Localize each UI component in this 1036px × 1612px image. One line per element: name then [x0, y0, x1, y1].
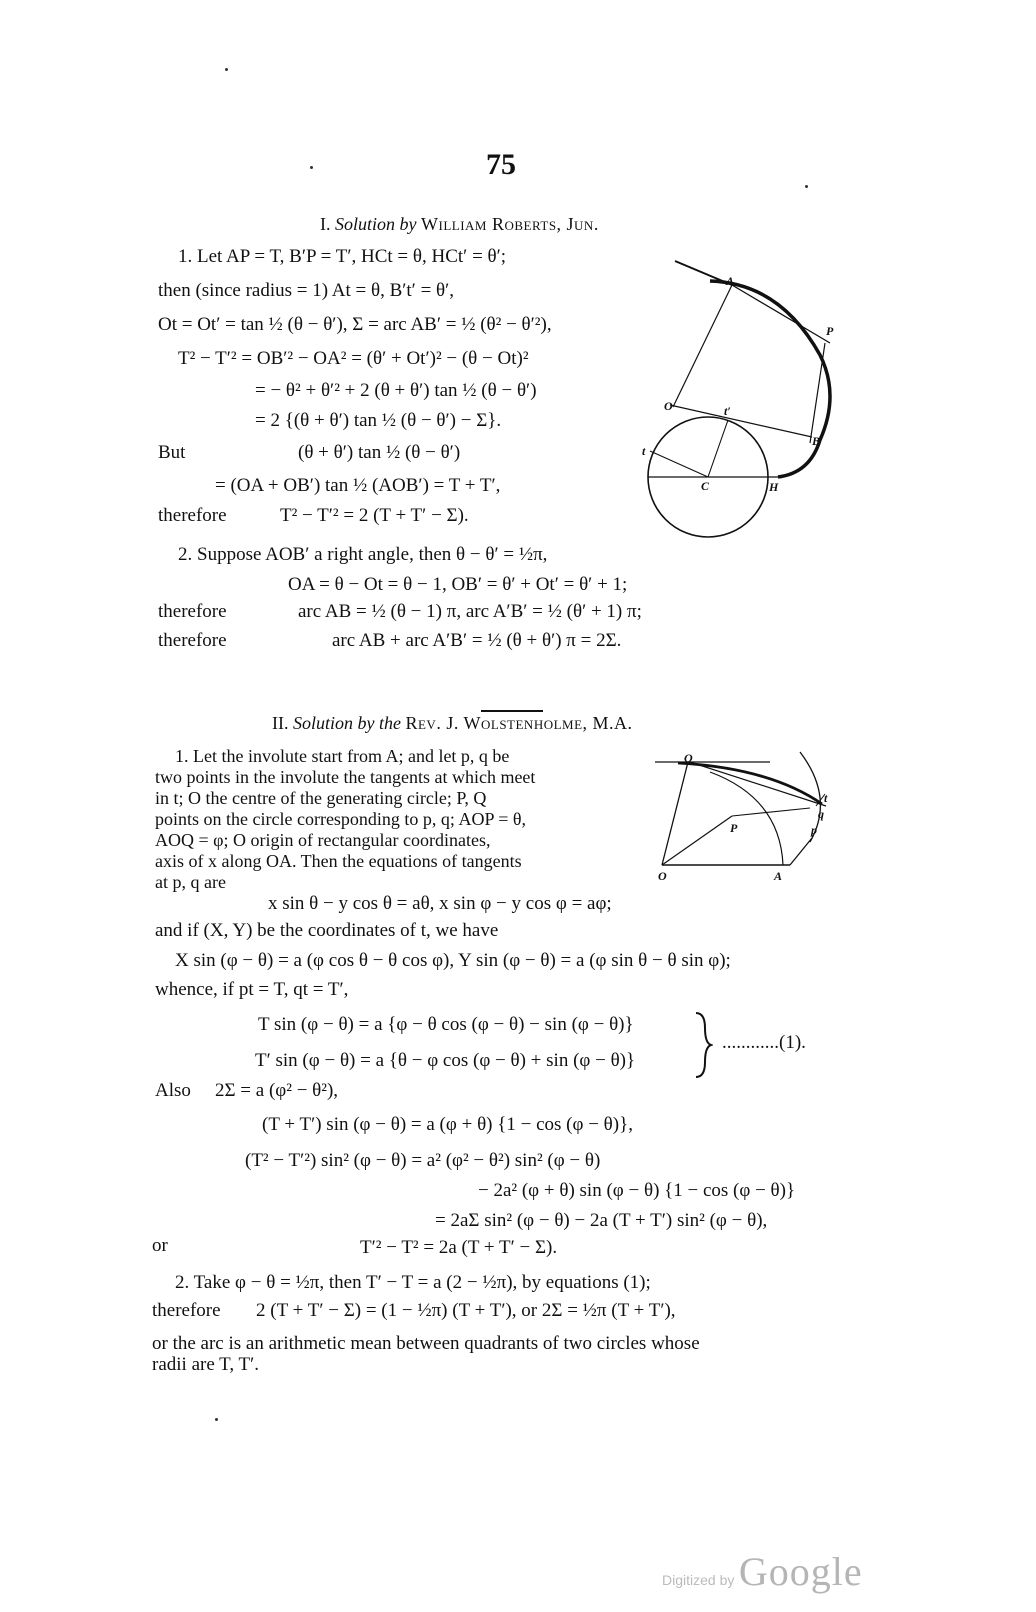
tangent-q	[690, 762, 826, 806]
text-line: − 2a² (φ + θ) sin (φ − θ) {1 − cos (φ − θ)}	[478, 1180, 796, 1201]
label-A: A	[726, 274, 735, 288]
tangent-line-p	[732, 285, 830, 343]
line-ob	[670, 405, 812, 437]
text-line: T sin (φ − θ) = a {φ − θ cos (φ − θ) − sin (φ − θ)}	[258, 1014, 634, 1035]
text-line: then (since radius = 1) At = θ, B′t′ = θ′,	[158, 280, 455, 301]
text-line: points on the circle corresponding to p, q; AOP = θ,	[155, 809, 527, 829]
text-line: (θ + θ′) tan ½ (θ − θ′)	[298, 442, 461, 463]
figure-involute-1	[640, 255, 840, 555]
text-line: x sin θ − y cos θ = aθ, x sin φ − y cos φ = aφ;	[268, 893, 612, 914]
label-q: q	[818, 807, 824, 821]
text-line: = 2aΣ sin² (φ − θ) − 2a (T + T′) sin² (φ − θ),	[435, 1210, 768, 1231]
radius-ct	[650, 451, 708, 477]
text-line: But	[158, 442, 186, 463]
text-line: and if (X, Y) be the coordinates of t, we have	[155, 920, 499, 941]
text-line: T² − T′² = 2 (T + T′ − Σ).	[280, 505, 469, 526]
radius-ct-prime	[708, 420, 728, 477]
label-A: A	[774, 869, 783, 883]
text-line: 1. Let AP = T, B′P = T′, HCt = θ, HCt′ = θ′;	[178, 246, 507, 267]
figure-involute-2	[650, 748, 840, 888]
line-pb	[810, 343, 825, 443]
solution-1-heading: I. Solution by William Roberts, Jun.	[320, 214, 599, 234]
label-t: t	[642, 444, 646, 458]
label-H: H	[769, 480, 779, 494]
label-Q: Q	[684, 751, 693, 765]
text-line: AOQ = φ; O origin of rectangular coordinates,	[155, 830, 491, 850]
text-line: 1. Let the involute start from A; and let p, q be	[175, 746, 510, 766]
text-line: 2 (T + T′ − Σ) = (1 − ½π) (T + T′), or 2Σ = ½π (T + T′),	[256, 1300, 676, 1321]
speck	[805, 185, 808, 188]
text-line: OA = θ − Ot = θ − 1, OB′ = θ′ + Ot′ = θ′ + 1;	[288, 574, 628, 595]
speck	[215, 1418, 218, 1421]
text-line: Also	[155, 1080, 191, 1101]
text-line: therefore	[158, 601, 227, 622]
label-t: t	[824, 791, 828, 805]
tangent-p	[790, 838, 812, 865]
text-line: therefore	[152, 1300, 221, 1321]
brace-icon	[693, 1010, 713, 1080]
text-line: or	[152, 1235, 168, 1256]
solution-2-heading: II. Solution by the Rev. J. Wolstenholme, M.A.	[272, 713, 633, 733]
speck	[310, 166, 313, 169]
text-line: T′ sin (φ − θ) = a {θ − φ cos (φ − θ) + sin (φ − θ)}	[255, 1050, 636, 1071]
label-O: O	[664, 399, 673, 413]
text-line: T′² − T² = 2a (T + T′ − Σ).	[360, 1237, 558, 1258]
speck	[225, 68, 228, 71]
text-line: in t; O the centre of the generating circle; P, Q	[155, 788, 487, 808]
label-O: O	[658, 869, 667, 883]
text-line: = − θ² + θ′² + 2 (θ + θ′) tan ½ (θ − θ′)	[255, 380, 537, 401]
text-line: = 2 {(θ + θ′) tan ½ (θ − θ′) − Σ}.	[255, 410, 502, 431]
text-line: therefore	[158, 505, 227, 526]
line-pq	[732, 808, 810, 816]
digitized-by-google-watermark: Digitized by Google	[662, 1549, 863, 1594]
text-line: (T + T′) sin (φ − θ) = a (φ + θ) {1 − cos (φ − θ)},	[262, 1114, 633, 1135]
label-p: p	[811, 823, 817, 837]
text-line: 2Σ = a (φ² − θ²),	[215, 1080, 339, 1101]
circle-arc	[710, 772, 783, 865]
text-line: arc AB + arc A′B′ = ½ (θ + θ′) π = 2Σ.	[332, 630, 622, 651]
text-line: at p, q are	[155, 872, 226, 892]
text-line: Ot = Ot′ = tan ½ (θ − θ′), Σ = arc AB′ = ½ (θ² − θ′²),	[158, 314, 552, 335]
label-t-prime: t′	[724, 404, 731, 418]
text-line: whence, if pt = T, qt = T′,	[155, 979, 349, 1000]
text-line: axis of x along OA. Then the equations of tangents	[155, 851, 522, 871]
text-line: arc AB = ½ (θ − 1) π, arc A′B′ = ½ (θ′ + 1) π;	[298, 601, 642, 622]
line-ao	[673, 285, 732, 407]
text-line: X sin (φ − θ) = a (φ cos θ − θ cos φ), Y sin (φ − θ) = a (φ sin θ − θ sin φ);	[175, 950, 731, 971]
label-P: P	[826, 324, 834, 338]
text-line: = (OA + OB′) tan ½ (AOB′) = T + T′,	[215, 475, 501, 496]
text-line: 2. Suppose AOB′ a right angle, then θ − θ′ = ½π,	[178, 544, 548, 565]
label-B: B	[812, 434, 821, 448]
label-C: C	[701, 479, 710, 493]
text-line: two points in the involute the tangents at which meet	[155, 767, 536, 787]
text-line: T² − T′² = OB′² − OA² = (θ′ + Ot′)² − (θ − Ot)²	[178, 348, 529, 369]
text-line: radii are T, T′.	[152, 1354, 260, 1375]
page-number: 75	[486, 148, 516, 181]
label-P: P	[730, 821, 738, 835]
text-line: or the arc is an arithmetic mean between quadrants of two circles whose	[152, 1333, 700, 1354]
equation-number: ............(1).	[722, 1032, 806, 1053]
text-line: 2. Take φ − θ = ½π, then T′ − T = a (2 − ½π), by equations (1);	[175, 1272, 651, 1293]
text-line: (T² − T′²) sin² (φ − θ) = a² (φ² − θ²) sin² (φ − θ)	[245, 1150, 601, 1171]
text-line: therefore	[158, 630, 227, 651]
